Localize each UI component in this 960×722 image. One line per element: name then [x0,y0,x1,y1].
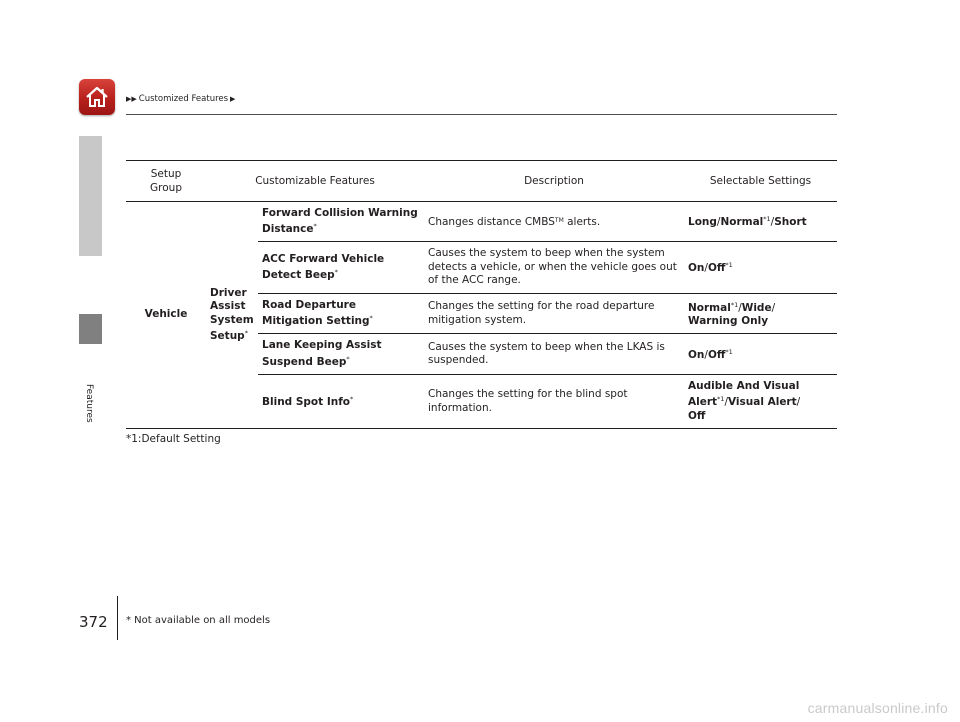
customizable-features-table [126,160,837,429]
column-header-selectable-settings: Selectable Settings [684,161,837,202]
side-section-label: Features [84,384,94,423]
header-rule [126,114,837,115]
column-header-setup-group: Setup Group [126,161,206,202]
feature-name: Lane Keeping Assist Suspend Beep* [258,334,424,375]
feature-name: ACC Forward Vehicle Detect Beep* [258,242,424,294]
table-header-row [126,161,837,202]
feature-description: Causes the system to beep when the system detects a vehicle, or when the vehicle goes out of the ACC range. [424,242,684,294]
breadcrumb-link-customized-features[interactable]: Customized Features [138,94,229,104]
setup-group-label: Vehicle [126,202,206,429]
feature-description: Changes the setting for the blind spot information. [424,375,684,429]
availability-footnote: * Not available on all models [126,615,271,626]
side-tab[interactable] [79,136,102,256]
feature-settings: On/Off$^{*1}$ [684,242,837,294]
footer-divider [117,596,118,640]
feature-description: Changes distance CMBS™ alerts. [424,202,684,242]
feature-settings: Audible And Visual Alert$^{*1}$/Visual Alert/ Off [684,375,837,429]
default-setting-note: *1:Default Setting [126,433,221,445]
breadcrumb-arrow-icon: ▶ [230,95,236,103]
feature-settings: Long/Normal$^{*1}$/Short [684,202,837,242]
home-button[interactable] [79,79,115,115]
column-header-description: Description [424,161,684,202]
feature-description: Causes the system to beep when the LKAS is suspended. [424,334,684,375]
feature-settings: On/Off$^{*1}$ [684,334,837,375]
column-header-customizable-features: Customizable Features [206,161,424,202]
side-tab-features[interactable] [79,314,102,344]
table-row [126,202,837,242]
page-number: 372 [79,613,108,631]
setup-subgroup-label: Driver Assist System Setup* [206,202,258,429]
feature-name: Road Departure Mitigation Setting* [258,294,424,334]
feature-name: Blind Spot Info* [258,375,424,429]
feature-name: Forward Collision Warning Distance* [258,202,424,242]
breadcrumb [126,94,235,104]
home-icon [84,84,110,110]
watermark: carmanualsonline.info [807,700,948,716]
breadcrumb-arrow-icon: ▶▶ [126,95,137,103]
feature-description: Changes the setting for the road departure mitigation system. [424,294,684,334]
feature-settings: Normal$^{*1}$/Wide/ Warning Only [684,294,837,334]
